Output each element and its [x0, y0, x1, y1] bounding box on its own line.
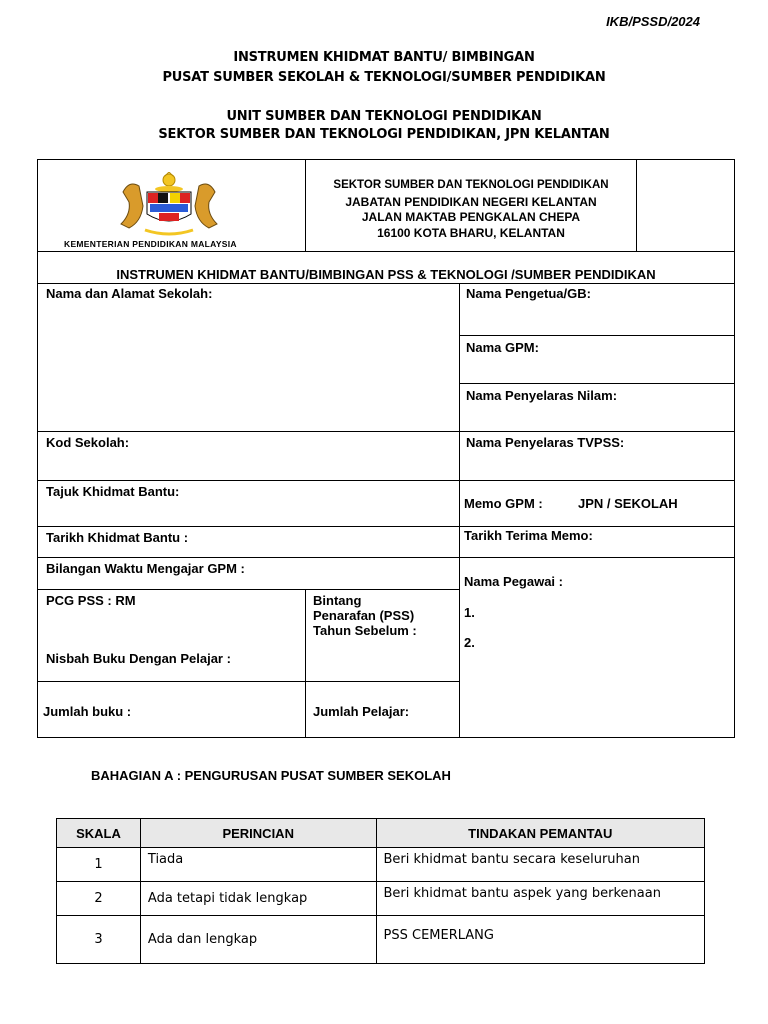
- title-line-1: INSTRUMEN KHIDMAT BANTU/ BIMBINGAN: [233, 50, 535, 65]
- divider: [305, 589, 306, 738]
- divider: [37, 557, 459, 558]
- form-title: INSTRUMEN KHIDMAT BANTU/BIMBINGAN PSS & TEKNOLOGI /SUMBER PENDIDIKAN: [116, 267, 656, 282]
- rating-label-line-3: Tahun Sebelum :: [313, 623, 417, 638]
- total-students-label: Jumlah Pelajar:: [313, 704, 410, 719]
- divider: [37, 431, 735, 432]
- service-title-label: Tajuk Khidmat Bantu:: [46, 484, 180, 499]
- action-cell: PSS CEMERLANG: [376, 916, 704, 964]
- divider: [459, 283, 460, 555]
- book-student-ratio-label: Nisbah Buku Dengan Pelajar :: [46, 651, 231, 666]
- teaching-hours-label: Bilangan Waktu Mengajar GPM :: [46, 561, 245, 576]
- memo-gpm-label: Memo GPM :: [464, 496, 543, 511]
- ministry-caption: KEMENTERIAN PENDIDIKAN MALAYSIA: [64, 239, 237, 249]
- column-header-perincian: PERINCIAN: [140, 819, 376, 848]
- memo-gpm-value: JPN / SEKOLAH: [578, 496, 678, 511]
- divider: [459, 555, 460, 738]
- divider: [459, 557, 735, 558]
- address-line-2: JABATAN PENDIDIKAN NEGERI KELANTAN: [345, 195, 597, 209]
- school-code-label: Kod Sekolah:: [46, 435, 130, 450]
- title-line-4: SEKTOR SUMBER DAN TEKNOLOGI PENDIDIKAN, JPN KELANTAN: [158, 127, 610, 142]
- table-row: [57, 848, 705, 882]
- principal-name-label: Nama Pengetua/GB:: [466, 286, 591, 301]
- detail-cell: Ada tetapi tidak lengkap: [140, 882, 376, 916]
- scale-value: 3: [57, 916, 141, 964]
- address-line-4: 16100 KOTA BHARU, KELANTAN: [377, 226, 565, 240]
- table-row: [57, 882, 705, 916]
- rating-label-line-2: Penarafan (PSS): [313, 608, 415, 623]
- officer-name-label: Nama Pegawai :: [464, 574, 563, 589]
- table-header-row: [57, 819, 705, 848]
- document-reference-code: IKB/PSSD/2024: [606, 14, 700, 29]
- divider: [37, 251, 735, 252]
- scale-value: 2: [57, 882, 141, 916]
- address-line-3: JALAN MAKTAB PENGKALAN CHEPA: [361, 210, 581, 224]
- title-line-2: PUSAT SUMBER SEKOLAH & TEKNOLOGI/SUMBER PENDIDIKAN: [162, 70, 606, 85]
- divider: [636, 159, 637, 251]
- divider: [37, 526, 735, 527]
- divider: [37, 480, 735, 481]
- rating-label-line-1: Bintang: [313, 593, 362, 608]
- address-line-1: SEKTOR SUMBER DAN TEKNOLOGI PENDIDIKAN: [333, 179, 609, 191]
- divider: [37, 283, 735, 284]
- action-cell: Beri khidmat bantu secara keseluruhan: [376, 848, 704, 882]
- scale-table: [56, 818, 705, 964]
- divider: [37, 681, 459, 682]
- service-date-label: Tarikh Khidmat Bantu :: [46, 530, 189, 545]
- pcg-pss-label: PCG PSS : RM: [46, 593, 136, 608]
- detail-cell: Ada dan lengkap: [140, 916, 376, 964]
- nilam-coordinator-label: Nama Penyelaras Nilam:: [466, 388, 618, 403]
- tvpss-coordinator-label: Nama Penyelaras TVPSS:: [466, 435, 625, 450]
- section-a-title: BAHAGIAN A : PENGURUSAN PUSAT SUMBER SEKOLAH: [91, 768, 451, 783]
- school-name-address-label: Nama dan Alamat Sekolah:: [46, 286, 213, 301]
- scale-value: 1: [57, 848, 141, 882]
- divider: [459, 383, 735, 384]
- table-row: [57, 916, 705, 964]
- action-cell: Beri khidmat bantu aspek yang berkenaan: [376, 882, 704, 916]
- divider: [37, 589, 459, 590]
- column-header-skala: SKALA: [57, 819, 141, 848]
- memo-received-date-label: Tarikh Terima Memo:: [464, 528, 593, 543]
- column-header-tindakan: TINDAKAN PEMANTAU: [376, 819, 704, 848]
- total-books-label: Jumlah buku :: [43, 704, 132, 719]
- detail-cell: Tiada: [140, 848, 376, 882]
- gpm-name-label: Nama GPM:: [466, 340, 539, 355]
- coat-of-arms-icon: [115, 172, 223, 236]
- officer-2-label: 2.: [464, 635, 475, 650]
- title-line-3: UNIT SUMBER DAN TEKNOLOGI PENDIDIKAN: [226, 109, 542, 124]
- officer-1-label: 1.: [464, 605, 475, 620]
- divider: [459, 335, 735, 336]
